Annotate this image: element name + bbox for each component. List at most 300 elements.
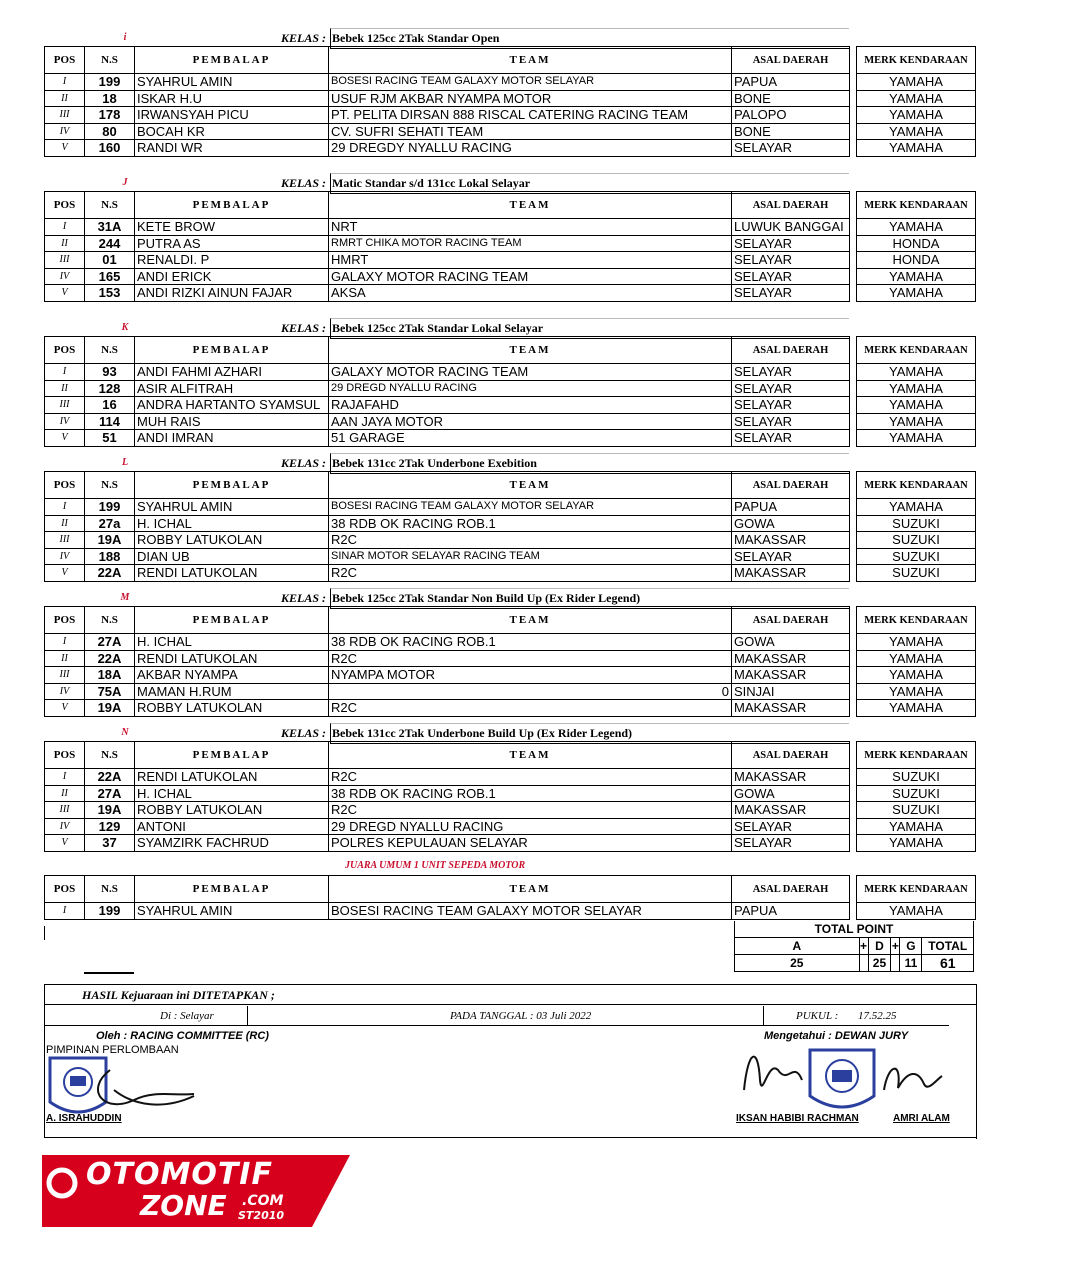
point-label-total: TOTAL <box>922 938 974 955</box>
table-row <box>45 548 976 565</box>
pos-cell: I <box>45 74 85 91</box>
total-point-title: TOTAL POINT <box>735 921 974 938</box>
plus-sign: + <box>891 939 899 953</box>
pembalap-cell: ANDI RIZKI AINUN FAJAR <box>135 285 329 302</box>
merk-cell: YAMAHA <box>857 123 976 140</box>
ns-cell: 19A <box>85 532 135 549</box>
table-row <box>45 107 976 124</box>
section-letter: L <box>121 457 129 468</box>
pos-cell: IV <box>45 268 85 285</box>
team-cell: GALAXY MOTOR RACING TEAM <box>329 268 732 285</box>
table-row <box>45 413 976 430</box>
col-asal: ASAL DAERAH <box>732 472 850 499</box>
pos-cell: III <box>45 397 85 414</box>
col-merk: MERK KENDARAAN <box>857 47 976 74</box>
pos-cell: I <box>45 219 85 236</box>
table-header-row <box>45 742 976 769</box>
team-cell: CV. SUFRI SEHATI TEAM <box>329 123 732 140</box>
results-table <box>44 46 976 157</box>
ns-cell: 18 <box>85 90 135 107</box>
asal-cell: GOWA <box>732 634 850 651</box>
ns-cell: 01 <box>85 252 135 269</box>
kelas-name: Bebek 125cc 2Tak Standar Lokal Selayar <box>332 321 544 335</box>
kelas-label: KELAS : <box>280 31 326 45</box>
logo-line2: ZONE <box>140 1189 227 1222</box>
col-ns: N.S <box>85 607 135 634</box>
merk-cell: YAMAHA <box>857 413 976 430</box>
pos-cell: II <box>45 785 85 802</box>
pos-cell: I <box>45 634 85 651</box>
table-row <box>45 634 976 651</box>
ns-cell: 199 <box>85 903 135 920</box>
asal-cell: MAKASSAR <box>732 532 850 549</box>
asal-cell: SELAYAR <box>732 835 850 852</box>
pembalap-cell: SYAHRUL AMIN <box>135 903 329 920</box>
pembalap-cell: SYAHRUL AMIN <box>135 499 329 516</box>
team-cell: SINAR MOTOR SELAYAR RACING TEAM <box>329 548 732 565</box>
ns-cell: 153 <box>85 285 135 302</box>
ns-cell: 244 <box>85 235 135 252</box>
ns-cell: 31A <box>85 219 135 236</box>
table-row <box>45 219 976 236</box>
table-row <box>45 818 976 835</box>
team-cell: 29 DREGDY NYALLU RACING <box>329 140 732 157</box>
asal-cell: SELAYAR <box>732 285 850 302</box>
col-team: TEAM <box>329 472 732 499</box>
col-pos: POS <box>45 192 85 219</box>
asal-cell: SELAYAR <box>732 252 850 269</box>
kelas-label: KELAS : <box>280 591 326 605</box>
team-cell: 29 DREGD NYALLU RACING <box>329 818 732 835</box>
team-cell: 29 DREGD NYALLU RACING <box>329 380 732 397</box>
ns-cell: 165 <box>85 268 135 285</box>
pos-cell: IV <box>45 548 85 565</box>
col-team: TEAM <box>329 337 732 364</box>
merk-cell: YAMAHA <box>857 667 976 684</box>
col-merk: MERK KENDARAAN <box>857 876 976 903</box>
table-row <box>45 90 976 107</box>
team-cell: 51 GARAGE <box>329 430 732 447</box>
pos-cell: V <box>45 285 85 302</box>
pos-cell: I <box>45 903 85 920</box>
pembalap-cell: ROBBY LATUKOLAN <box>135 802 329 819</box>
ns-cell: 128 <box>85 380 135 397</box>
total-point-table <box>734 921 974 972</box>
col-ns: N.S <box>85 472 135 499</box>
hasil-text: HASIL Kejuaraan ini DITETAPKAN ; <box>82 988 275 1002</box>
team-cell: R2C <box>329 700 732 717</box>
pukul-value: 17.52.25 <box>858 1010 897 1022</box>
col-team: TEAM <box>329 742 732 769</box>
kelas-header <box>0 453 1066 473</box>
asal-cell: MAKASSAR <box>732 700 850 717</box>
team-cell: USUF RJM AKBAR NYAMPA MOTOR <box>329 90 732 107</box>
merk-cell: YAMAHA <box>857 903 976 920</box>
col-pos: POS <box>45 337 85 364</box>
table-row <box>45 380 976 397</box>
merk-cell: SUZUKI <box>857 785 976 802</box>
asal-cell: LUWUK BANGGAI <box>732 219 850 236</box>
pos-cell: I <box>45 364 85 381</box>
pembalap-cell: H. ICHAL <box>135 515 329 532</box>
table-row <box>45 123 976 140</box>
kelas-name: Bebek 125cc 2Tak Standar Open <box>332 31 500 45</box>
col-team: TEAM <box>329 47 732 74</box>
pembalap-cell: AKBAR NYAMPA <box>135 667 329 684</box>
table-row <box>45 397 976 414</box>
table-row <box>45 235 976 252</box>
asal-cell: SELAYAR <box>732 235 850 252</box>
col-merk: MERK KENDARAAN <box>857 337 976 364</box>
logo-line1: OTOMOTIF <box>86 1157 273 1192</box>
table-header-row <box>45 192 976 219</box>
team-cell: BOSESI RACING TEAM GALAXY MOTOR SELAYAR <box>329 499 732 516</box>
merk-cell: SUZUKI <box>857 548 976 565</box>
team-cell: 38 RDB OK RACING ROB.1 <box>329 634 732 651</box>
divider <box>84 972 134 974</box>
ns-cell: 129 <box>85 818 135 835</box>
asal-cell: PALOPO <box>732 107 850 124</box>
pembalap-cell: DIAN UB <box>135 548 329 565</box>
point-value-a: 25 <box>735 955 860 972</box>
table-row <box>45 430 976 447</box>
kelas-header <box>0 28 1066 48</box>
asal-cell: SELAYAR <box>732 140 850 157</box>
col-asal: ASAL DAERAH <box>732 47 850 74</box>
pembalap-cell: MUH RAIS <box>135 413 329 430</box>
point-label-d: D <box>868 938 891 955</box>
pos-cell: III <box>45 667 85 684</box>
lokasi-text: Di : Selayar <box>160 1010 214 1022</box>
ns-cell: 199 <box>85 74 135 91</box>
stamp-signature-left <box>44 1050 214 1120</box>
pembalap-cell: RENDI LATUKOLAN <box>135 650 329 667</box>
point-label-g: G <box>900 938 922 955</box>
team-cell: R2C <box>329 769 732 786</box>
pembalap-cell: H. ICHAL <box>135 634 329 651</box>
pembalap-cell: H. ICHAL <box>135 785 329 802</box>
team-cell: RAJAFAHD <box>329 397 732 414</box>
pembalap-cell: RENDI LATUKOLAN <box>135 565 329 582</box>
kelas-header <box>0 588 1066 608</box>
team-cell: NRT <box>329 219 732 236</box>
pembalap-cell: ANTONI <box>135 818 329 835</box>
table-row <box>45 769 976 786</box>
table-row <box>45 499 976 516</box>
merk-cell: YAMAHA <box>857 140 976 157</box>
col-merk: MERK KENDARAAN <box>857 472 976 499</box>
pos-cell: II <box>45 380 85 397</box>
merk-cell: YAMAHA <box>857 499 976 516</box>
asal-cell: SELAYAR <box>732 548 850 565</box>
table-header-row <box>45 47 976 74</box>
asal-cell: SELAYAR <box>732 268 850 285</box>
col-merk: MERK KENDARAAN <box>857 607 976 634</box>
merk-cell: SUZUKI <box>857 532 976 549</box>
juara-umum-table <box>44 875 976 920</box>
col-team: TEAM <box>329 876 732 903</box>
mengetahui-text: Mengetahui : DEWAN JURY <box>764 1030 909 1042</box>
pembalap-cell: ROBBY LATUKOLAN <box>135 700 329 717</box>
results-table <box>44 191 976 302</box>
merk-cell: YAMAHA <box>857 634 976 651</box>
col-asal: ASAL DAERAH <box>732 337 850 364</box>
ns-cell: 188 <box>85 548 135 565</box>
logo-suffix: .COM <box>242 1193 284 1209</box>
tanggal-text: PADA TANGGAL : 03 Juli 2022 <box>450 1010 592 1022</box>
merk-cell: HONDA <box>857 235 976 252</box>
asal-cell: MAKASSAR <box>732 769 850 786</box>
kelas-label: KELAS : <box>280 321 326 335</box>
point-label-a: A <box>735 938 860 955</box>
pembalap-cell: ANDRA HARTANTO SYAMSUL <box>135 397 329 414</box>
pos-cell: II <box>45 650 85 667</box>
table-row <box>45 515 976 532</box>
ns-cell: 16 <box>85 397 135 414</box>
pos-cell: V <box>45 835 85 852</box>
pimpinan-text: PIMPINAN PERLOMBAAN <box>46 1044 179 1056</box>
asal-cell: BONE <box>732 123 850 140</box>
pembalap-cell: ANDI IMRAN <box>135 430 329 447</box>
table-header-row <box>45 607 976 634</box>
asal-cell: SELAYAR <box>732 430 850 447</box>
pos-cell: IV <box>45 683 85 700</box>
team-cell: R2C <box>329 565 732 582</box>
section-letter: M <box>120 592 130 603</box>
team-cell: PT. PELITA DIRSAN 888 RISCAL CATERING RACING TEAM <box>329 107 732 124</box>
col-pembalap: PEMBALAP <box>135 47 329 74</box>
merk-cell: YAMAHA <box>857 90 976 107</box>
col-pembalap: PEMBALAP <box>135 472 329 499</box>
col-ns: N.S <box>85 192 135 219</box>
team-cell: AAN JAYA MOTOR <box>329 413 732 430</box>
pos-cell: V <box>45 700 85 717</box>
kelas-name: Matic Standar s/d 131cc Lokal Selayar <box>332 176 531 190</box>
table-row <box>45 802 976 819</box>
point-value-d: 25 <box>868 955 891 972</box>
table-row <box>45 565 976 582</box>
table-row <box>45 650 976 667</box>
section-letter: J <box>122 177 128 188</box>
merk-cell: HONDA <box>857 252 976 269</box>
asal-cell: PAPUA <box>732 903 850 920</box>
team-cell: GALAXY MOTOR RACING TEAM <box>329 364 732 381</box>
ns-cell: 37 <box>85 835 135 852</box>
merk-cell: YAMAHA <box>857 219 976 236</box>
col-asal: ASAL DAERAH <box>732 876 850 903</box>
kelas-label: KELAS : <box>280 726 326 740</box>
col-pembalap: PEMBALAP <box>135 192 329 219</box>
ns-cell: 27A <box>85 785 135 802</box>
divider <box>44 926 45 940</box>
table-row <box>45 667 976 684</box>
pembalap-cell: IRWANSYAH PICU <box>135 107 329 124</box>
pembalap-cell: RENDI LATUKOLAN <box>135 769 329 786</box>
asal-cell: PAPUA <box>732 499 850 516</box>
merk-cell: SUZUKI <box>857 515 976 532</box>
col-ns: N.S <box>85 47 135 74</box>
col-asal: ASAL DAERAH <box>732 742 850 769</box>
merk-cell: YAMAHA <box>857 835 976 852</box>
team-cell: 38 RDB OK RACING ROB.1 <box>329 515 732 532</box>
col-pembalap: PEMBALAP <box>135 337 329 364</box>
section-letter: K <box>121 322 129 333</box>
team-cell: BOSESI RACING TEAM GALAXY MOTOR SELAYAR <box>329 903 732 920</box>
kelas-header <box>0 318 1066 338</box>
point-value-total: 61 <box>922 955 974 972</box>
table-row <box>45 700 976 717</box>
table-row <box>45 140 976 157</box>
team-cell: 38 RDB OK RACING ROB.1 <box>329 785 732 802</box>
table-header-row <box>45 337 976 364</box>
table-row <box>45 268 976 285</box>
pos-cell: II <box>45 235 85 252</box>
kelas-header <box>0 173 1066 193</box>
asal-cell: GOWA <box>732 515 850 532</box>
results-table <box>44 606 976 717</box>
pembalap-cell: MAMAN H.RUM <box>135 683 329 700</box>
ns-cell: 178 <box>85 107 135 124</box>
table-row <box>45 285 976 302</box>
merk-cell: YAMAHA <box>857 700 976 717</box>
asal-cell: MAKASSAR <box>732 667 850 684</box>
signer-right: AMRI ALAM <box>893 1113 950 1124</box>
otomotifzone-logo <box>42 1155 350 1227</box>
pukul-label: PUKUL : <box>796 1010 839 1022</box>
table-row <box>45 903 976 920</box>
pos-cell: V <box>45 565 85 582</box>
merk-cell: YAMAHA <box>857 107 976 124</box>
col-asal: ASAL DAERAH <box>732 607 850 634</box>
ns-cell: 22A <box>85 650 135 667</box>
pos-cell: III <box>45 802 85 819</box>
pos-cell: II <box>45 515 85 532</box>
ns-cell: 93 <box>85 364 135 381</box>
asal-cell: MAKASSAR <box>732 802 850 819</box>
pembalap-cell: KETE BROW <box>135 219 329 236</box>
team-cell: HMRT <box>329 252 732 269</box>
table-row <box>45 74 976 91</box>
kelas-label: KELAS : <box>280 176 326 190</box>
table-row <box>45 364 976 381</box>
pembalap-cell: ROBBY LATUKOLAN <box>135 532 329 549</box>
pembalap-cell: RENALDI. P <box>135 252 329 269</box>
ns-cell: 51 <box>85 430 135 447</box>
team-cell: BOSESI RACING TEAM GALAXY MOTOR SELAYAR <box>329 74 732 91</box>
pos-cell: III <box>45 252 85 269</box>
asal-cell: SINJAI <box>732 683 850 700</box>
merk-cell: YAMAHA <box>857 430 976 447</box>
ns-cell: 18A <box>85 667 135 684</box>
kelas-name: Bebek 125cc 2Tak Standar Non Build Up (Ex Rider Legend) <box>332 591 641 605</box>
results-table <box>44 741 976 852</box>
ns-cell: 75A <box>85 683 135 700</box>
ns-cell: 19A <box>85 802 135 819</box>
asal-cell: BONE <box>732 90 850 107</box>
asal-cell: PAPUA <box>732 74 850 91</box>
pembalap-cell: SYAHRUL AMIN <box>135 74 329 91</box>
results-table <box>44 471 976 582</box>
table-row <box>45 683 976 700</box>
merk-cell: YAMAHA <box>857 818 976 835</box>
asal-cell: SELAYAR <box>732 413 850 430</box>
team-cell: 0 <box>329 683 732 700</box>
pos-cell: III <box>45 532 85 549</box>
merk-cell: YAMAHA <box>857 397 976 414</box>
col-pos: POS <box>45 607 85 634</box>
pembalap-cell: BOCAH KR <box>135 123 329 140</box>
col-pembalap: PEMBALAP <box>135 742 329 769</box>
pembalap-cell: ANDI FAHMI AZHARI <box>135 364 329 381</box>
pos-cell: IV <box>45 123 85 140</box>
merk-cell: SUZUKI <box>857 802 976 819</box>
plus-sign: + <box>860 939 868 953</box>
kelas-name: Bebek 131cc 2Tak Underbone Exebition <box>332 456 537 470</box>
asal-cell: SELAYAR <box>732 397 850 414</box>
pembalap-cell: SYAMZIRK FACHRUD <box>135 835 329 852</box>
merk-cell: YAMAHA <box>857 380 976 397</box>
stamp-signature-right <box>738 1040 948 1115</box>
pos-cell: IV <box>45 818 85 835</box>
col-pos: POS <box>45 742 85 769</box>
col-pembalap: PEMBALAP <box>135 876 329 903</box>
merk-cell: SUZUKI <box>857 769 976 786</box>
table-row <box>45 835 976 852</box>
section-letter: i <box>123 32 127 43</box>
team-cell: RMRT CHIKA MOTOR RACING TEAM <box>329 235 732 252</box>
col-ns: N.S <box>85 337 135 364</box>
asal-cell: MAKASSAR <box>732 650 850 667</box>
pembalap-cell: ASIR ALFITRAH <box>135 380 329 397</box>
pos-cell: III <box>45 107 85 124</box>
signer-mid: IKSAN HABIBI RACHMAN <box>736 1113 859 1124</box>
pembalap-cell: RANDI WR <box>135 140 329 157</box>
pembalap-cell: ANDI ERICK <box>135 268 329 285</box>
ns-cell: 160 <box>85 140 135 157</box>
pos-cell: I <box>45 499 85 516</box>
logo-est: ST2010 <box>238 1209 285 1222</box>
point-value-g: 11 <box>900 955 922 972</box>
col-ns: N.S <box>85 876 135 903</box>
merk-cell: SUZUKI <box>857 565 976 582</box>
team-cell: R2C <box>329 532 732 549</box>
ns-cell: 19A <box>85 700 135 717</box>
team-cell: R2C <box>329 802 732 819</box>
pos-cell: V <box>45 140 85 157</box>
table-row <box>45 785 976 802</box>
ns-cell: 199 <box>85 499 135 516</box>
kelas-header <box>0 723 1066 743</box>
asal-cell: SELAYAR <box>732 818 850 835</box>
team-cell: AKSA <box>329 285 732 302</box>
ns-cell: 80 <box>85 123 135 140</box>
col-pos: POS <box>45 47 85 74</box>
col-merk: MERK KENDARAAN <box>857 742 976 769</box>
merk-cell: YAMAHA <box>857 268 976 285</box>
table-row <box>45 252 976 269</box>
merk-cell: YAMAHA <box>857 650 976 667</box>
col-merk: MERK KENDARAAN <box>857 192 976 219</box>
kelas-name: Bebek 131cc 2Tak Underbone Build Up (Ex Rider Legend) <box>332 726 633 740</box>
merk-cell: YAMAHA <box>857 74 976 91</box>
ns-cell: 27A <box>85 634 135 651</box>
asal-cell: GOWA <box>732 785 850 802</box>
col-pembalap: PEMBALAP <box>135 607 329 634</box>
table-header-row <box>45 472 976 499</box>
asal-cell: MAKASSAR <box>732 565 850 582</box>
team-cell: NYAMPA MOTOR <box>329 667 732 684</box>
ns-cell: 114 <box>85 413 135 430</box>
